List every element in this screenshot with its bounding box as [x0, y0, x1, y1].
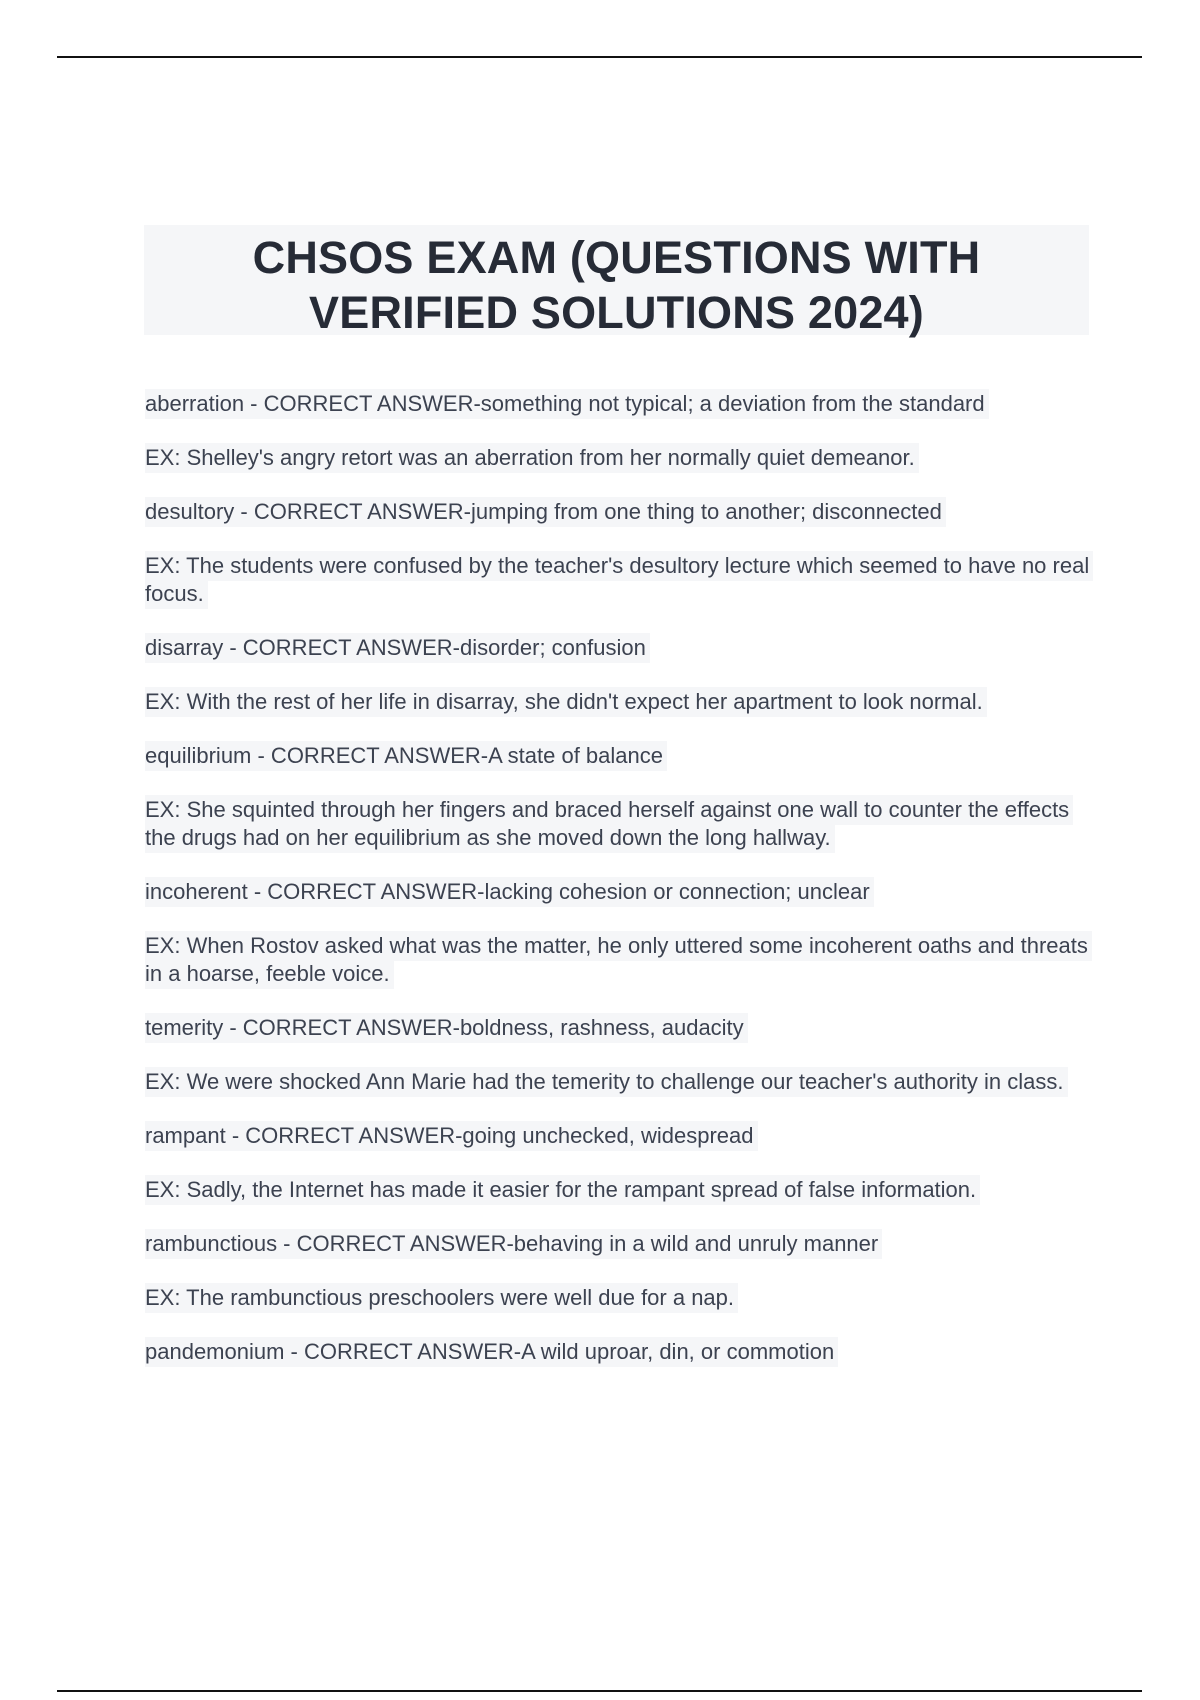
entry-text: pandemonium - CORRECT ANSWER-A wild uproar, din, or commotion	[145, 1337, 838, 1367]
entry-text: EX: With the rest of her life in disarray, she didn't expect her apartment to look normal.	[145, 687, 987, 717]
example-aberration	[145, 444, 1095, 472]
example-desultory	[145, 552, 1095, 608]
example-incoherent	[145, 932, 1095, 988]
example-temerity	[145, 1068, 1095, 1096]
entry-text: desultory - CORRECT ANSWER-jumping from one thing to another; disconnected	[145, 497, 946, 527]
entry-list	[145, 390, 1095, 1392]
document-title	[144, 225, 1089, 338]
example-rambunctious	[145, 1284, 1095, 1312]
entry-text: temerity - CORRECT ANSWER-boldness, rashness, audacity	[145, 1013, 748, 1043]
top-rule	[57, 56, 1142, 58]
title-line-2: VERIFIED SOLUTIONS 2024)	[309, 287, 924, 338]
term-rampant	[145, 1122, 1095, 1150]
term-temerity	[145, 1014, 1095, 1042]
entry-text: EX: Shelley's angry retort was an aberration from her normally quiet demeanor.	[145, 443, 919, 473]
entry-text: aberration - CORRECT ANSWER-something not typical; a deviation from the standard	[145, 389, 989, 419]
entry-text: rampant - CORRECT ANSWER-going unchecked, widespread	[145, 1121, 758, 1151]
entry-text: EX: She squinted through her fingers and braced herself against one wall to counter the effects the drugs had on her equilibrium as she moved down the long hallway.	[145, 795, 1073, 853]
term-pandemonium	[145, 1338, 1095, 1366]
bottom-rule	[57, 1690, 1142, 1692]
entry-text: EX: The rambunctious preschoolers were well due for a nap.	[145, 1283, 738, 1313]
entry-text: incoherent - CORRECT ANSWER-lacking cohesion or connection; unclear	[145, 877, 874, 907]
term-disarray	[145, 634, 1095, 662]
title-line-1: CHSOS EXAM (QUESTIONS WITH	[252, 232, 981, 283]
entry-text: EX: Sadly, the Internet has made it easier for the rampant spread of false information.	[145, 1175, 980, 1205]
term-equilibrium	[145, 742, 1095, 770]
term-aberration	[145, 390, 1095, 418]
term-desultory	[145, 498, 1095, 526]
entry-text: EX: The students were confused by the teacher's desultory lecture which seemed to have no real focus.	[145, 551, 1093, 609]
entry-text: equilibrium - CORRECT ANSWER-A state of balance	[145, 741, 667, 771]
entry-text: EX: When Rostov asked what was the matter, he only uttered some incoherent oaths and threats in a hoarse, feeble voice.	[145, 931, 1092, 989]
entry-text: disarray - CORRECT ANSWER-disorder; confusion	[145, 633, 650, 663]
example-disarray	[145, 688, 1095, 716]
entry-text: EX: We were shocked Ann Marie had the temerity to challenge our teacher's authority in class.	[145, 1067, 1068, 1097]
term-incoherent	[145, 878, 1095, 906]
example-equilibrium	[145, 796, 1095, 852]
term-rambunctious	[145, 1230, 1095, 1258]
example-rampant	[145, 1176, 1095, 1204]
entry-text: rambunctious - CORRECT ANSWER-behaving in a wild and unruly manner	[145, 1229, 882, 1259]
